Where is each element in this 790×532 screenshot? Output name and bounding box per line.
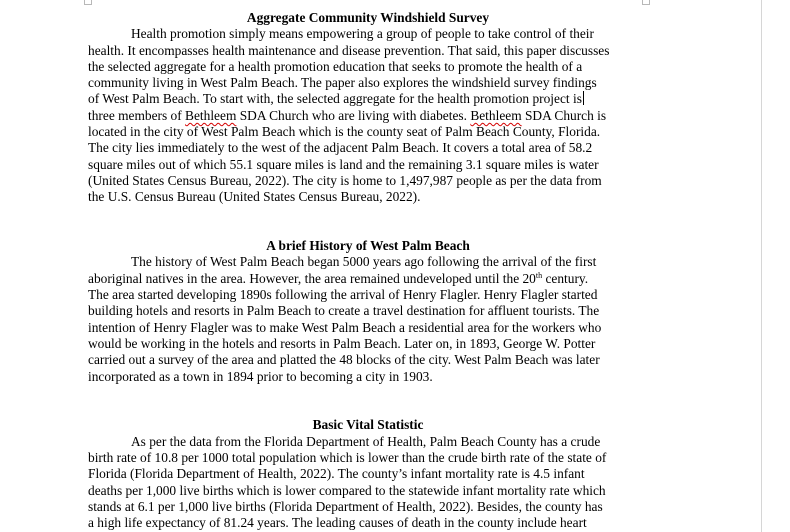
- text-run: SDA Church who are living with diabetes.: [236, 107, 471, 123]
- paragraph-line: building hotels and resorts in Palm Beach to create a travel destination for affluent tourists. The: [88, 303, 600, 319]
- paragraph-line: (United States Census Bureau, 2022). The city is home to 1,497,987 people as per the data from: [88, 172, 602, 188]
- blank-line: [88, 206, 648, 222]
- text-run: three members of: [88, 107, 186, 123]
- text-run: SDA Church is: [521, 107, 607, 123]
- superscript: th: [535, 270, 543, 280]
- crop-mark-top-left: [84, 0, 92, 5]
- text-cursor: [583, 91, 584, 105]
- paragraph-line: square miles out of which 55.1 square miles is land and the remaining 3.1 square miles is water: [88, 156, 599, 172]
- section-windshield-survey: [88, 10, 648, 206]
- blank-line: [88, 401, 648, 417]
- section-heading: Aggregate Community Windshield Survey: [246, 10, 490, 25]
- paragraph-line: the U.S. Census Bureau (United States Census Bureau, 2022).: [88, 189, 421, 205]
- misspelled-word[interactable]: Bethleem: [185, 107, 237, 123]
- paragraph-line: Health promotion simply means empowering a group of people to take control of their: [131, 26, 594, 42]
- paragraph-line: Florida (Florida Department of Health, 2022). The county’s infant mortality rate is 4.5 infant: [88, 466, 585, 482]
- paragraph-line: carried out a survey of the area and platted the 48 blocks of the city. West Palm Beach was later: [88, 352, 600, 368]
- section-vital-statistic: [88, 417, 648, 531]
- paragraph-line: The history of West Palm Beach began 5000 years ago following the arrival of the first: [131, 254, 597, 270]
- misspelled-word[interactable]: Bethleem: [470, 107, 522, 123]
- crop-mark-top-right: [642, 0, 650, 5]
- paragraph-line: would be working in the hotels and resorts in Palm Beach. Later on, in 1893, George W. Potter: [88, 335, 596, 351]
- paragraph-line: community living in West Palm Beach. The paper also explores the windshield survey findings: [88, 75, 597, 91]
- paragraph-line: [88, 271, 648, 287]
- section-history: [88, 238, 648, 385]
- section-heading: A brief History of West Palm Beach: [266, 238, 470, 254]
- document-body[interactable]: [88, 10, 648, 532]
- paragraph-line: The city lies immediately to the west of the adjacent Palm Beach. It covers a total area of 58.2: [88, 140, 593, 156]
- paragraph-line: birth rate of 10.8 per 1000 total population which is lower than the crude birth rate of the state of: [88, 450, 607, 466]
- paragraph-line: the selected aggregate for a health promotion education that seeks to promote the health of a: [88, 58, 583, 74]
- paragraph-line: located in the city of West Palm Beach which is the county seat of Palm Beach County, Florida.: [88, 124, 601, 140]
- paragraph-line-with-cursor: [88, 91, 648, 107]
- paragraph-line: [88, 108, 648, 124]
- text-run: century.: [542, 270, 589, 286]
- paragraph-line-text: of West Palm Beach. To start with, the selected aggregate for the health promotion project is: [88, 91, 582, 107]
- paragraph-line: health. It encompasses health maintenance and disease prevention. That said, this paper discusses: [88, 42, 610, 58]
- paragraph-line: deaths per 1,000 live births which is lower compared to the statewide infant mortality rate which: [88, 482, 606, 498]
- blank-line: [88, 385, 648, 401]
- paragraph-line: a high life expectancy of 81.24 years. The leading causes of death in the county include heart: [88, 515, 587, 531]
- page-edge-line: [761, 0, 762, 532]
- paragraph-line: incorporated as a town in 1894 prior to becoming a city in 1903.: [88, 368, 433, 384]
- paragraph-line: The area started developing 1890s following the arrival of Henry Flagler. Henry Flagler started: [88, 287, 598, 303]
- paragraph-line: intention of Henry Flagler was to make West Palm Beach a residential area for the workers who: [88, 319, 602, 335]
- blank-line: [88, 222, 648, 238]
- paragraph-line: stands at 6.1 per 1,000 live births (Florida Department of Health, 2022). Besides, the county has: [88, 498, 603, 514]
- paragraph-line: As per the data from the Florida Department of Health, Palm Beach County has a crude: [131, 433, 601, 449]
- text-run: aboriginal natives in the area. However, the area remained undeveloped until the 20: [88, 270, 536, 286]
- section-heading: Basic Vital Statistic: [312, 417, 424, 433]
